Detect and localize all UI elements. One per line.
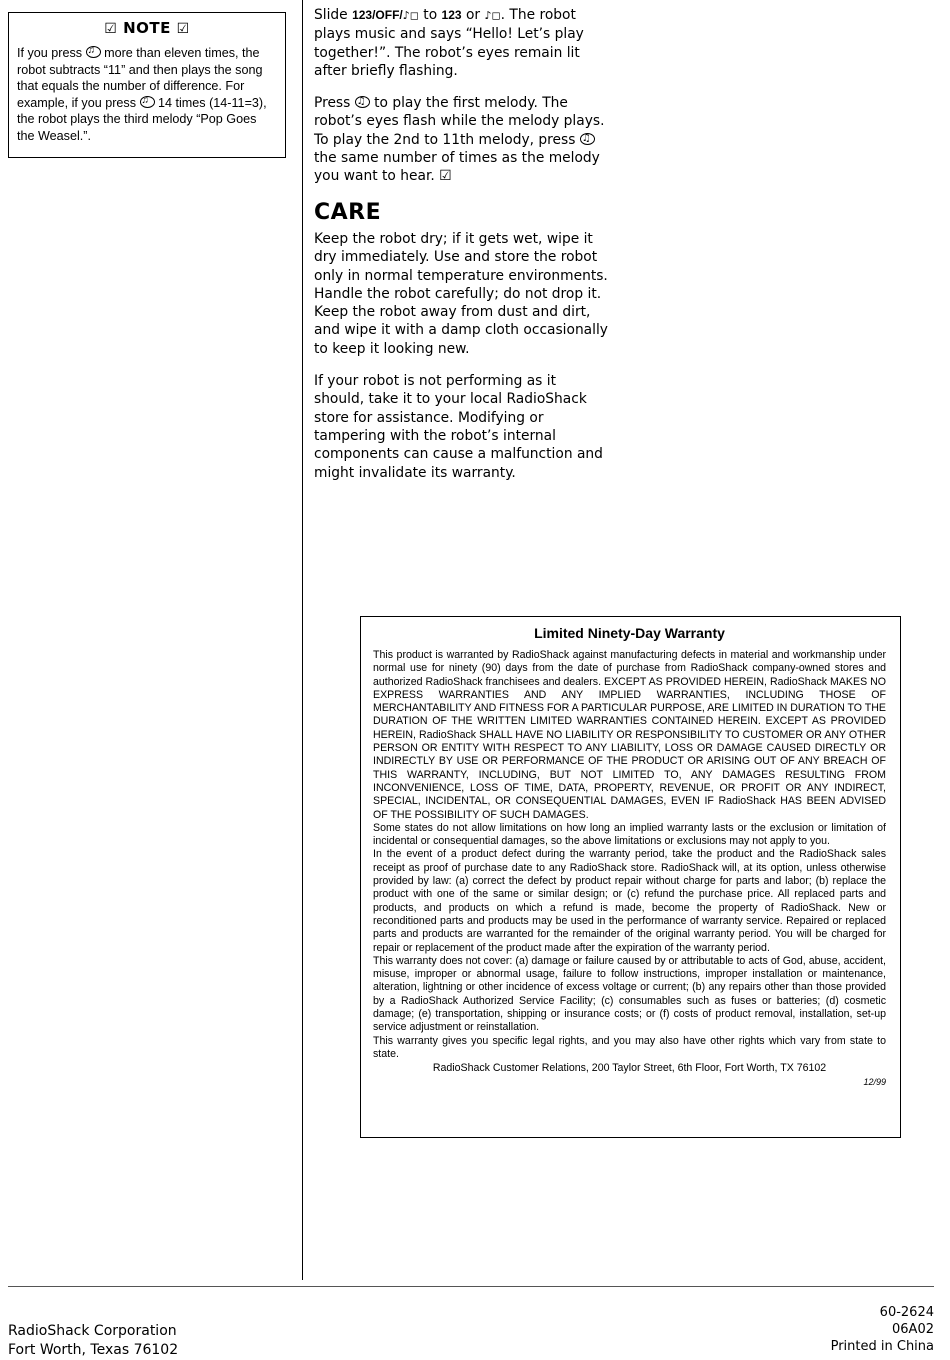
note-symbol-icon: ♪◻ — [484, 9, 501, 22]
press-instruction: Press ♫ to play the first melody. The robot’s eyes flash while the melody plays. To play the 2nd to 11th melody, press ♫ the same number of times as the melody you want to hear. ☑︎ — [314, 94, 610, 185]
catalog-number: 60-2624 — [879, 1305, 934, 1320]
slide-instruction: Slide 123/OFF/♪◻ to 123 or ♪◻. The robot plays music and says “Hello! Let’s play together!”. The robot’s eyes remain lit after briefly flashing. — [314, 7, 584, 79]
check-icon: ☑︎ — [176, 21, 190, 37]
note-box — [8, 12, 286, 158]
melody-button-icon — [580, 133, 595, 145]
warranty-paragraph: This warranty gives you specific legal rights, and you may also have other rights which vary from state to state. — [373, 1034, 886, 1060]
note-title-text: NOTE — [123, 19, 171, 37]
care-paragraph: Keep the robot dry; if it gets wet, wipe it dry immediately. Use and store the robot only in normal temperature environments. Handle the robot carefully; do not drop it. Keep the robot away from dust and dirt, and wipe it with a damp cloth occasionally to keep it looking new. — [314, 230, 608, 357]
warranty-address: RadioShack Customer Relations, 200 Taylor Street, 6th Floor, Fort Worth, TX 76102 — [432, 1062, 827, 1075]
note-title — [17, 19, 277, 37]
warranty-paragraph: This warranty does not cover: (a) damage or failure caused by or attributable to acts of God, abuse, accident, misuse, improper or abnormal usage, failure to follow instructions, improper installation or maintenance, alteration, lightning or other incidence of excess voltage or current; (b) any repairs other than those provided by a RadioShack Authorized Service Facility; (c) consumables such as fuses or batteries; (d) cosmetic damage; (e) transportation, shipping or insurance costs; or (f) costs of product removal, installation, set-up service adjustment or reinstallation. — [373, 954, 886, 1034]
care-paragraph: If your robot is not performing as it should, take it to your local RadioShack store for assistance. Modifying or tampering with the robot’s internal components can cause a malfunction and might invalidate its warranty. — [314, 373, 603, 481]
warranty-paragraph: This product is warranted by RadioShack against manufacturing defects in material and workmanship under normal use for ninety (90) days from the date of purchase from RadioShack company-owned stores and authorized RadioShack franchisees and dealers. EXCEPT AS PROVIDED HEREIN, RadioShack MAKES NO EXPRESS WARRANTIES AND ANY IMPLIED WARRANTIES, INCLUDING THOSE OF MERCHANTABILITY AND FITNESS FOR A PARTICULAR PURPOSE, ARE LIMITED IN DURATION TO THE DURATION OF THE WRITTEN LIMITED WARRANTIES CONTAINED HEREIN. EXCEPT AS PROVIDED HEREIN, RadioShack SHALL HAVE NO LIABILITY OR RESPONSIBILITY TO CUSTOMER OR ANY OTHER PERSON OR ENTITY WITH RESPECT TO ANY LIABILITY, LOSS OR DAMAGE CAUSED DIRECTLY OR INDIRECTLY BY USE OR PERFORMANCE OF THE PRODUCT OR ARISING OUT OF ANY BREACH OF THIS WARRANTY, INCLUDING, BUT NOT LIMITED TO, ANY DAMAGES RESULTING FROM INCONVENIENCE, LOSS OF TIME, DATA, PROPERTY, REVENUE, OR PROFIT OR ANY INDIRECT, SPECIAL, INCIDENTAL, OR CONSEQUENTIAL DAMAGES, EVEN IF RadioShack HAS BEEN ADVISED OF THE POSSIBILITY OF SUCH DAMAGES. — [373, 649, 886, 821]
instructions-column — [314, 6, 610, 496]
melody-button-icon — [86, 46, 101, 58]
check-icon: ☑︎ — [104, 21, 118, 37]
warranty-box — [360, 616, 901, 1138]
company-name: RadioShack Corporation — [8, 1323, 177, 1339]
care-heading: CARE — [314, 199, 382, 225]
column-divider — [302, 0, 303, 1280]
warranty-paragraph: Some states do not allow limitations on how long an implied warranty lasts or the exclusion or limitation of incidental or consequential damages, so the above limitations or exclusions may not apply to you. — [373, 821, 886, 848]
footer-rule — [8, 1286, 934, 1287]
melody-button-icon — [140, 96, 155, 108]
printed-in: Printed in China — [830, 1339, 934, 1354]
company-city: Fort Worth, Texas 76102 — [8, 1342, 179, 1358]
note-symbol-icon: ♪◻ — [402, 9, 419, 22]
footer-company — [8, 1322, 178, 1360]
melody-button-icon — [355, 96, 370, 108]
print-code: 06A02 — [892, 1322, 934, 1337]
warranty-paragraph: In the event of a product defect during the warranty period, take the product and the RadioShack sales receipt as proof of purchase date to any RadioShack store. RadioShack will, at its option, unless otherwise provided by law: (a) correct the defect by product repair without charge for parts and labor; (b) replace the product with one of the same or similar design; or (c) refund the purchase price. All replaced parts and products, and products on which a refund is made, become the property of RadioShack. New or reconditioned parts and products may be used in the performance of warranty service. Repaired or replaced parts and products are warranted for the remainder of the original warranty period. You will be charged for repair or replacement of the product made after the expiration of the warranty period. — [373, 848, 886, 954]
warranty-title: Limited Ninety-Day Warranty — [534, 625, 725, 641]
note-text: If you press ♫ more than eleven times, the robot subtracts “11” and then plays the song that equals the number of difference. For example, if you press ♫ 14 times (14-11=3), the robot plays the third melody “Pop Goes the Weasel.”. — [17, 45, 277, 145]
footer-catalog — [831, 1304, 934, 1355]
check-icon: ☑︎ — [439, 168, 452, 185]
warranty-date: 12/99 — [863, 1077, 886, 1088]
